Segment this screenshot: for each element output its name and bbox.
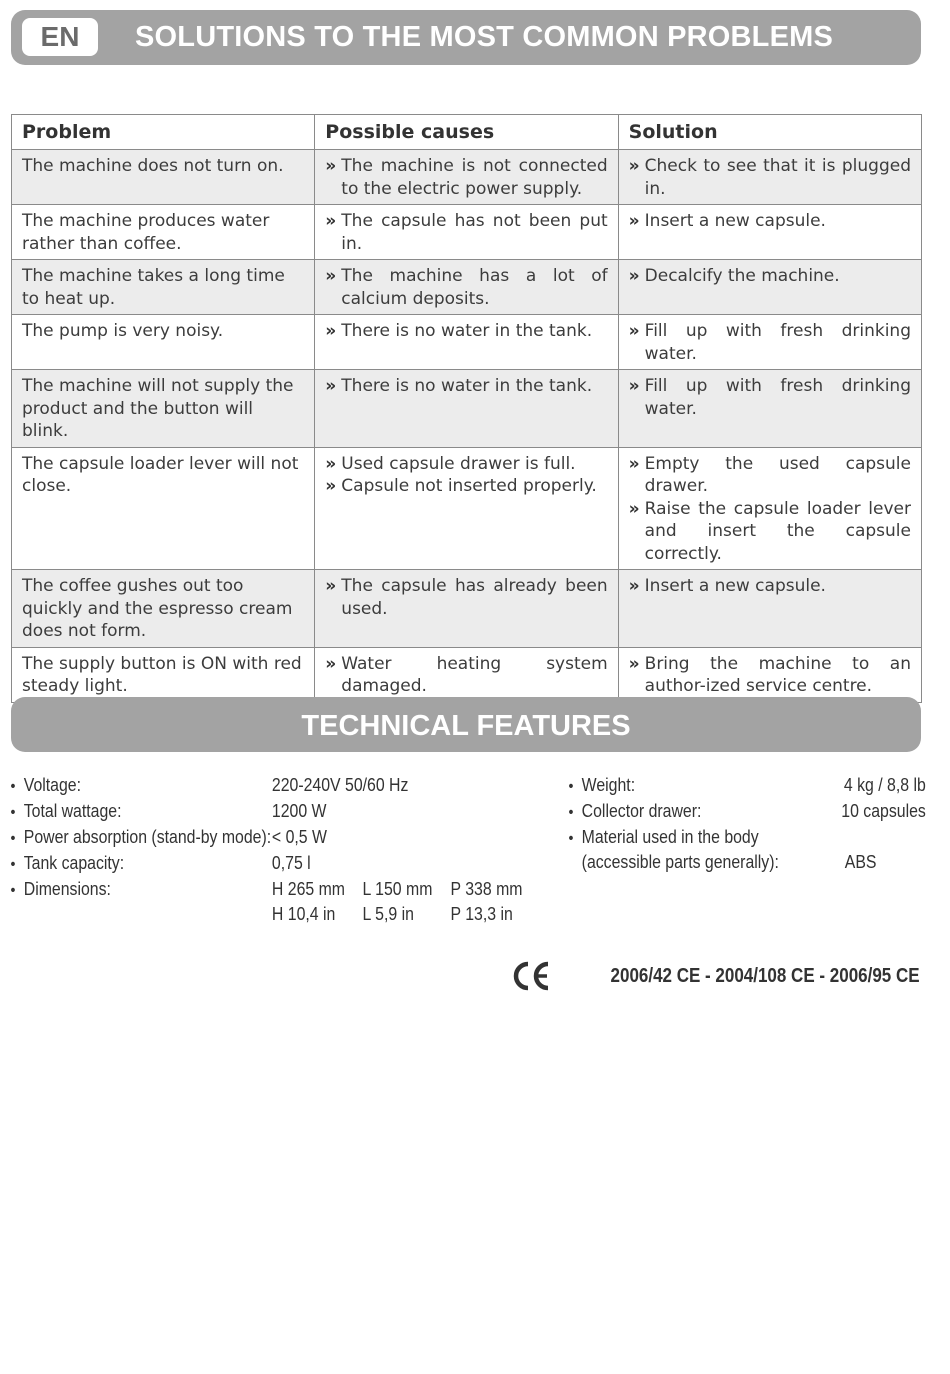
solution-item	[629, 155, 911, 200]
table-row	[12, 150, 922, 205]
solution-cell	[618, 205, 921, 260]
solution-cell	[618, 447, 921, 570]
causes-cell	[315, 260, 618, 315]
solution-cell	[618, 150, 921, 205]
guillemet-icon: »	[325, 376, 337, 396]
cause-item	[325, 653, 607, 698]
technical-features-banner	[11, 697, 921, 752]
cause-text: The capsule has already been used.	[341, 576, 608, 619]
table-row	[12, 570, 922, 648]
solution-item	[629, 320, 911, 365]
wattage-label: Total wattage:	[23, 801, 122, 821]
cause-text: Water heating system damaged.	[341, 653, 608, 696]
bullet: •	[568, 778, 574, 795]
guillemet-icon: »	[628, 576, 640, 596]
wattage-value: 1200 W	[271, 801, 327, 821]
cause-text: Used capsule drawer is full.	[341, 453, 576, 474]
tank-label: Tank capacity:	[23, 853, 125, 873]
tank-value: 0,75 l	[271, 853, 311, 873]
guillemet-icon: »	[325, 576, 337, 596]
voltage-label: Voltage:	[23, 775, 82, 795]
guillemet-icon: »	[628, 266, 640, 286]
ce-directives: 2006/42 CE - 2004/108 CE - 2006/95 CE	[610, 964, 920, 987]
guillemet-icon: »	[628, 211, 640, 231]
solution-text: Empty the used capsule drawer.	[644, 453, 911, 496]
ce-mark-icon	[510, 960, 552, 992]
ce-compliance	[510, 960, 920, 992]
cause-item	[325, 453, 607, 476]
causes-cell	[315, 150, 618, 205]
table-row	[12, 647, 922, 702]
bullet: •	[10, 882, 16, 899]
material-label-line2: (accessible parts generally):	[581, 852, 779, 872]
causes-cell	[315, 570, 618, 648]
cause-item	[325, 320, 607, 343]
guillemet-icon: »	[325, 476, 337, 496]
weight-label: Weight:	[581, 775, 636, 795]
solution-item	[629, 265, 911, 288]
cause-item	[325, 375, 607, 398]
guillemet-icon: »	[628, 498, 640, 519]
guillemet-icon: »	[628, 321, 640, 341]
problems-header-banner	[11, 10, 921, 65]
solution-cell	[618, 570, 921, 648]
guillemet-icon: »	[325, 453, 337, 474]
guillemet-icon: »	[325, 266, 337, 286]
dim-l-in: L 5,9 in	[362, 904, 414, 924]
bullet: •	[10, 778, 16, 795]
guillemet-icon: »	[325, 156, 337, 176]
cause-item	[325, 155, 607, 200]
bullet: •	[568, 830, 574, 847]
causes-cell	[315, 315, 618, 370]
solution-text: Fill up with fresh drinking water.	[644, 321, 911, 364]
material-label-line1: Material used in the body	[581, 827, 759, 847]
problem-cell: The machine will not supply the product and the button will blink.	[12, 370, 315, 448]
problem-cell: The machine produces water rather than coffee.	[12, 205, 315, 260]
problem-cell: The supply button is ON with red steady light.	[12, 647, 315, 702]
dim-l-mm: L 150 mm	[362, 879, 433, 899]
guillemet-icon: »	[325, 321, 337, 341]
solution-item	[629, 453, 911, 498]
solution-cell	[618, 260, 921, 315]
solution-text: Raise the capsule loader lever and insert the capsule correctly.	[644, 498, 911, 564]
guillemet-icon: »	[325, 211, 337, 231]
cause-text: Capsule not inserted properly.	[341, 476, 597, 496]
solution-item	[629, 653, 911, 698]
power-label: Power absorption (stand-by mode):	[23, 827, 272, 847]
solution-text: Insert a new capsule.	[644, 211, 826, 231]
section-title: SOLUTIONS TO THE MOST COMMON PROBLEMS	[135, 21, 834, 53]
problem-cell: The capsule loader lever will not close.	[12, 447, 315, 570]
drawer-value: 10 capsules	[841, 801, 926, 821]
causes-cell	[315, 647, 618, 702]
bullet: •	[10, 856, 16, 873]
dim-h-in: H 10,4 in	[271, 904, 336, 924]
solution-item	[629, 575, 911, 598]
solution-text: Insert a new capsule.	[644, 576, 826, 596]
language-badge: EN	[22, 18, 98, 56]
header-solution: Solution	[618, 115, 921, 150]
bullet: •	[568, 804, 574, 821]
causes-cell	[315, 370, 618, 448]
header-causes: Possible causes	[315, 115, 618, 150]
table-row	[12, 447, 922, 570]
material-value: ABS	[844, 852, 877, 872]
header-problem: Problem	[12, 115, 315, 150]
cause-text: There is no water in the tank.	[341, 321, 593, 341]
table-row	[12, 260, 922, 315]
dimensions-label: Dimensions:	[23, 879, 111, 899]
solution-text: Check to see that it is plugged in.	[644, 156, 911, 199]
table-header-row	[12, 115, 922, 150]
dim-h-mm: H 265 mm	[271, 879, 345, 899]
cause-item	[325, 210, 607, 255]
voltage-value: 220-240V 50/60 Hz	[271, 775, 409, 795]
solution-item	[629, 498, 911, 566]
problems-table	[11, 114, 922, 703]
table-row	[12, 205, 922, 260]
cause-text: There is no water in the tank.	[341, 376, 593, 396]
problem-cell: The machine takes a long time to heat up.	[12, 260, 315, 315]
solution-cell	[618, 315, 921, 370]
cause-item	[325, 475, 607, 498]
cause-text: The machine has a lot of calcium deposits.	[341, 266, 608, 309]
causes-cell	[315, 447, 618, 570]
guillemet-icon: »	[325, 653, 337, 674]
solution-item	[629, 210, 911, 233]
problem-cell: The pump is very noisy.	[12, 315, 315, 370]
guillemet-icon: »	[628, 376, 640, 396]
cause-item	[325, 265, 607, 310]
cause-text: The machine is not connected to the electric power supply.	[341, 156, 608, 199]
dim-p-mm: P 338 mm	[450, 879, 523, 899]
solution-cell	[618, 647, 921, 702]
solution-text: Bring the machine to an author-ized service centre.	[644, 653, 911, 696]
problem-cell: The coffee gushes out too quickly and the espresso cream does not form.	[12, 570, 315, 648]
solution-cell	[618, 370, 921, 448]
drawer-label: Collector drawer:	[581, 801, 702, 821]
problem-cell: The machine does not turn on.	[12, 150, 315, 205]
causes-cell	[315, 205, 618, 260]
cause-text: The capsule has not been put in.	[341, 211, 608, 254]
table-row	[12, 370, 922, 448]
bullet: •	[10, 804, 16, 821]
power-value: < 0,5 W	[271, 827, 327, 847]
table-row	[12, 315, 922, 370]
weight-value: 4 kg / 8,8 lb	[843, 775, 926, 795]
technical-features-title: TECHNICAL FEATURES	[301, 710, 631, 742]
solution-text: Decalcify the machine.	[644, 266, 840, 286]
guillemet-icon: »	[628, 653, 640, 674]
cause-item	[325, 575, 607, 620]
guillemet-icon: »	[628, 156, 640, 176]
bullet: •	[10, 830, 16, 847]
solution-item	[629, 375, 911, 420]
guillemet-icon: »	[628, 453, 640, 474]
solution-text: Fill up with fresh drinking water.	[644, 376, 911, 419]
dim-p-in: P 13,3 in	[450, 904, 513, 924]
